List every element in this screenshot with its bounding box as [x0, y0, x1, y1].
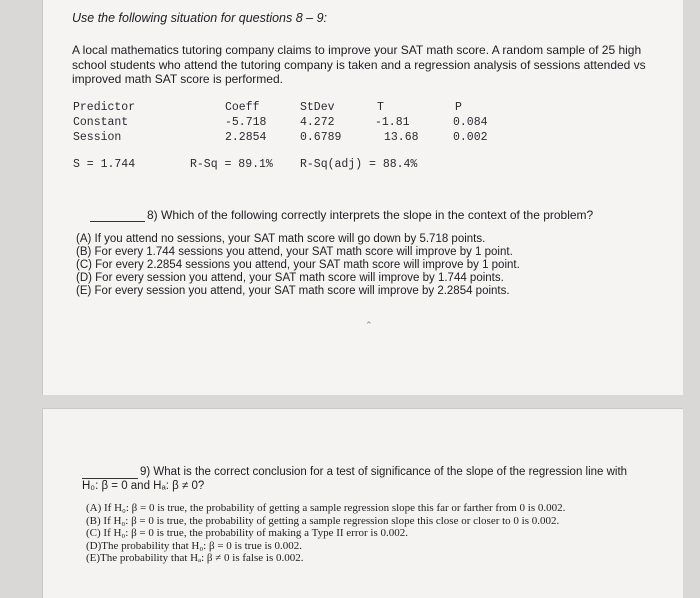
- header-coeff: Coeff: [225, 101, 260, 114]
- row-session-p: 0.002: [453, 131, 488, 144]
- stat-rsq: R-Sq = 89.1%: [190, 158, 273, 171]
- q8-choice-b: (B) For every 1.744 sessions you attend, your SAT math score will improve by 1 point.: [76, 246, 513, 258]
- q9-choice-d: (D)The probability that H₀: β = 0 is true is 0.002.: [86, 539, 303, 552]
- question-9-prompt: 9) What is the correct conclusion for a test of significance of the slope of the regression line with: [140, 466, 628, 478]
- question-8-choices: [76, 233, 656, 298]
- situation-text: A local mathematics tutoring company claims to improve your SAT math score. A random sample of 25 high school students who attend the tutoring company is taken and a regression analysis of sessions attended vs improved math SAT score is performed.: [72, 43, 646, 86]
- q9-choice-e: (E)The probability that Hₐ: β ≠ 0 is false is 0.002.: [86, 552, 304, 564]
- row-constant-predictor: Constant: [73, 116, 129, 129]
- stat-rsq-adj: R-Sq(adj) = 88.4%: [300, 158, 418, 171]
- row-session-predictor: Session: [73, 131, 122, 144]
- q8-choice-d: (D) For every session you attend, your SAT math score will improve by 1.744 points.: [76, 272, 504, 284]
- header-stdev: StDev: [300, 101, 335, 114]
- header-p: P: [455, 101, 462, 114]
- header-t: T: [377, 101, 384, 114]
- answer-blank-q9[interactable]: [82, 478, 138, 479]
- question-9-hypotheses: H₀: β = 0 and Hₐ: β ≠ 0?: [82, 480, 205, 492]
- header-predictor: Predictor: [73, 101, 136, 114]
- row-constant-t: -1.81: [375, 116, 410, 129]
- q9-choice-b: (B) If H₀: β = 0 is true, the probability of getting a sample regression slope this close or closer to 0 is 0.002.: [86, 514, 560, 527]
- row-session-stdev: 0.6789: [300, 131, 342, 144]
- q8-choice-a: (A) If you attend no sessions, your SAT math score will go down by 5.718 points.: [76, 233, 486, 245]
- row-session-coeff: 2.2854: [225, 131, 267, 144]
- q8-choice-c: (C) For every 2.2854 sessions you attend, your SAT math score will improve by 1 point.: [76, 259, 520, 271]
- row-session-t: 13.68: [384, 131, 419, 144]
- row-constant-p: 0.084: [453, 116, 488, 129]
- question-8-prompt: 8) Which of the following correctly interprets the slope in the context of the problem?: [147, 208, 594, 222]
- stat-s: S = 1.744: [73, 158, 136, 171]
- row-constant-coeff: -5.718: [225, 116, 267, 129]
- situation-heading: Use the following situation for questions 8 – 9:: [72, 11, 328, 25]
- question-9-choices: [86, 502, 646, 565]
- answer-blank-q8[interactable]: [90, 221, 145, 222]
- row-constant-stdev: 4.272: [300, 116, 335, 129]
- q9-choice-a: (A) If H₀: β = 0 is true, the probability of getting a sample regression slope this far or farther from 0 is 0.002.: [86, 502, 566, 514]
- q9-choice-c: (C) If H₀: β = 0 is true, the probability of making a Type II error is 0.002.: [86, 527, 408, 539]
- q8-choice-e: (E) For every session you attend, your SAT math score will improve by 2.2854 points.: [76, 285, 510, 297]
- stray-mark: ⌃: [365, 320, 373, 330]
